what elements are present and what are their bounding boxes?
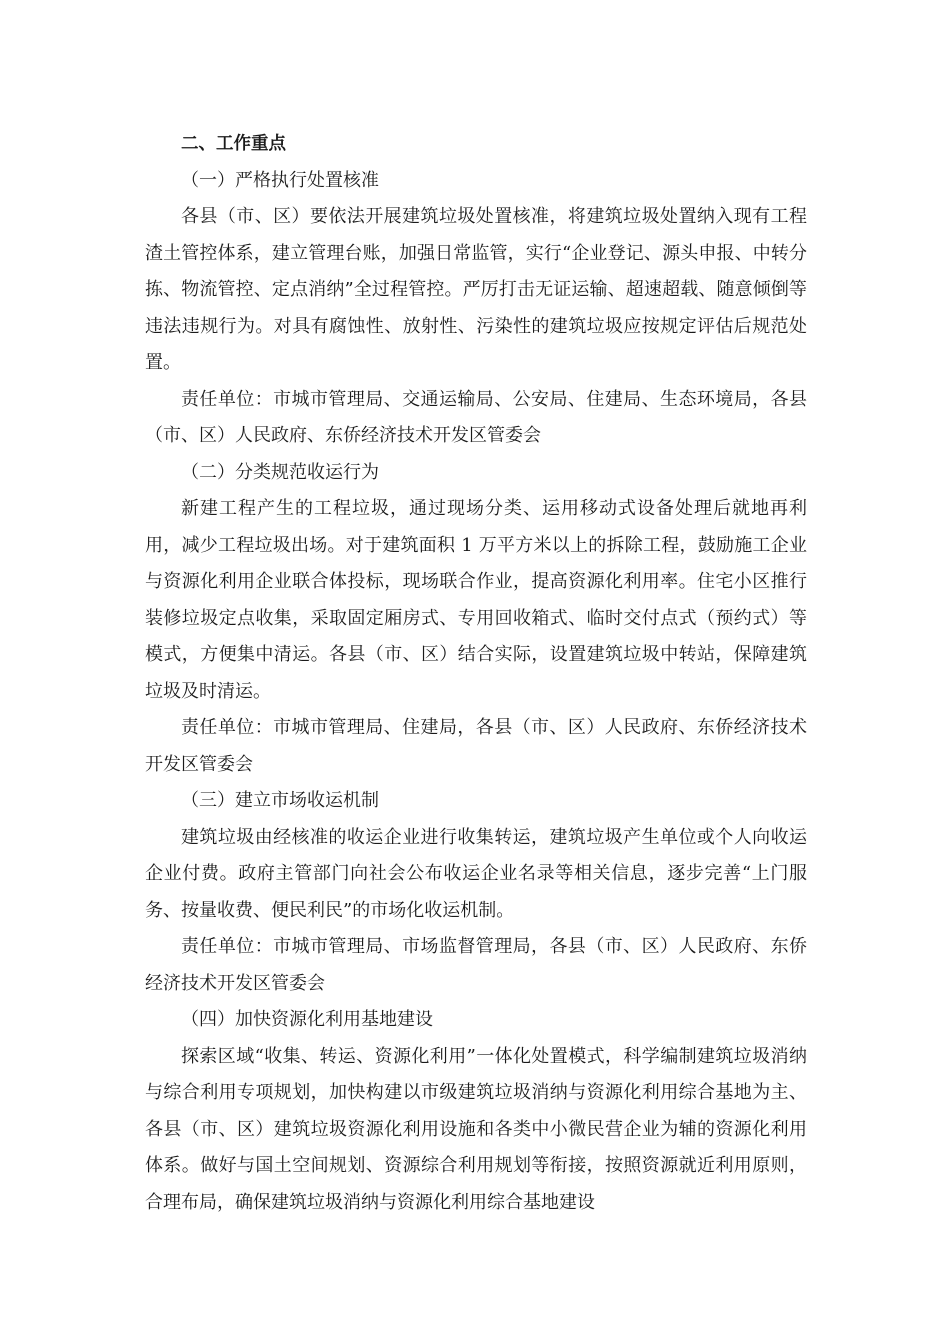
part-3-body: 建筑垃圾由经核准的收运企业进行收集转运，建筑垃圾产生单位或个人向收运企业付费。政府主管部门向社会公布收运企业名录等相关信息，逐步完善“上门服务、按量收费、便民利民”的市场化收运机制。 [145,826,807,921]
part-2-responsible: 责任单位：市城市管理局、住建局，各县（市、区）人民政府、东侨经济技术开发区管委会 [145,717,807,775]
part-1-body: 各县（市、区）要依法开展建筑垃圾处置核准，将建筑垃圾处置纳入现有工程渣土管控体系，建立管理台账，加强日常监管，实行“企业登记、源头申报、中转分拣、物流管控、定点消纳”全过程管控。严厉打击无证运输、超速超载、随意倾倒等违法违规行为。对具有腐蚀性、放射性、污染性的建筑垃圾应按规定评估后规范处置。 [145,206,807,373]
part-2-body: 新建工程产生的工程垃圾，通过现场分类、运用移动式设备处理后就地再利用，减少工程垃圾出场。对于建筑面积 1 万平方米以上的拆除工程，鼓励施工企业与资源化利用企业联合体投标，现场联合作业，提高资源化利用率。住宅小区推行装修垃圾定点收集，采取固定厢房式、专用回收箱式、临时交付点式（预约式）等模式，方便集中清运。各县（市、区）结合实际，设置建筑垃圾中转站，保障建筑垃圾及时清运。 [145,498,807,702]
part-4-heading: （四）加快资源化利用基地建设 [181,1009,433,1030]
part-4-body: 探索区域“收集、转运、资源化利用”一体化处置模式，科学编制建筑垃圾消纳与综合利用专项规划，加快构建以市级建筑垃圾消纳与资源化利用综合基地为主、各县（市、区）建筑垃圾资源化利用设施和各类中小微民营企业为辅的资源化利用体系。做好与国土空间规划、资源综合利用规划等衔接，按照资源就近利用原则，合理布局，确保建筑垃圾消纳与资源化利用综合基地建设 [145,1045,807,1213]
part-1-responsible: 责任单位：市城市管理局、交通运输局、公安局、住建局、生态环境局，各县（市、区）人民政府、东侨经济技术开发区管委会 [145,388,807,446]
part-1-heading: （一）严格执行处置核准 [181,169,379,191]
part-2-heading: （二）分类规范收运行为 [181,461,379,483]
part-3-heading: （三）建立市场收运机制 [181,790,379,811]
document-body [145,126,807,1221]
section-title: 二、工作重点 [181,134,286,154]
part-3-responsible: 责任单位：市城市管理局、市场监督管理局，各县（市、区）人民政府、东侨经济技术开发区管委会 [145,936,807,994]
